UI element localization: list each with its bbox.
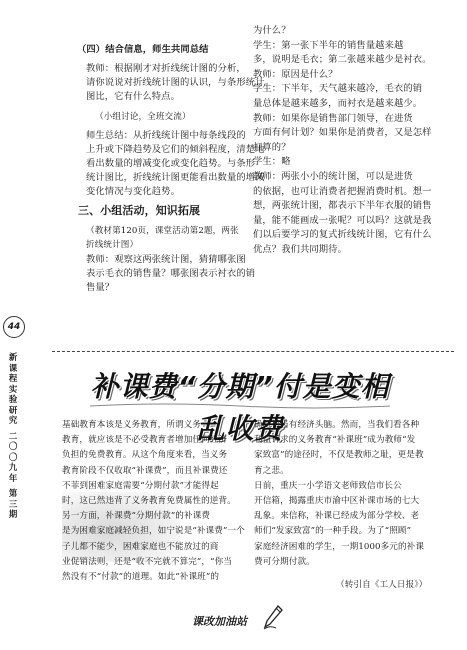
text-line: 师们“发家致富”的一种手段。为了“照顾” — [254, 526, 412, 537]
text-line: 是为困难家庭减轻负担，如宁说是“补课费”一个 — [62, 526, 245, 537]
text-line: 子儿都不能少，困难家庭也不能放过的商 — [62, 541, 219, 552]
right-column-dialogue — [253, 24, 432, 258]
paragraph-teacher-guess — [86, 253, 255, 295]
text-line: 确是相当有经济头脑。然而，当我们看各种 — [254, 420, 420, 430]
journal-info — [6, 352, 20, 520]
text-line: 教育阶段不仅收取“补课费”，而且补课费还 — [62, 465, 228, 476]
text-line: 表示毛衣的销售量？哪张图表示衬衣的销 — [86, 268, 256, 279]
text-line: 统计图比，折线统计图更能看出数量的增减 — [86, 172, 265, 183]
text-line: 打算的？ — [253, 141, 291, 153]
text-line: 教师：原因是什么？ — [253, 68, 338, 80]
page-number: 44 — [3, 316, 25, 338]
text-line: 乱象。来信称，补课已经成为部分学校、老 — [254, 511, 420, 522]
text-line: 基础教育本该是义务教育，所谓义务 — [62, 420, 202, 430]
sidebar — [0, 0, 30, 650]
text-line: 另一方面，补课费“分期付款”的补课费 — [62, 511, 211, 522]
paragraph-summary — [86, 129, 265, 199]
text-line: 学生：第一张下半年的销售量越来越 — [253, 39, 404, 51]
text-line: 售量？ — [86, 282, 115, 293]
text-line: 家庭经济困难的学生，一期1000多元的补课 — [254, 541, 425, 552]
section-heading-group-activity: 三、小组活动，知识拓展 — [78, 204, 201, 217]
text-line: 看出数量的增减变化或变化趋势。与条形 — [86, 158, 256, 169]
text-line: 师生总结：从折线统计图中每条线段的 — [86, 130, 246, 141]
divider-line — [52, 351, 454, 352]
journal-name: 新课程实验研究 — [8, 352, 18, 425]
section-heading-summary: （四）结合信息，师生共同总结 — [77, 44, 209, 55]
text-line: 不菲到困难家庭需要“分期付款”才能得起 — [62, 480, 219, 491]
text-line: 多，说明是毛衣；第二张越来越少是衬衣。 — [253, 54, 432, 66]
title-underline-decoration — [90, 402, 390, 410]
text-line: 变化情况与变化趋势。 — [86, 186, 180, 197]
footer-logo: 课改加油站 — [192, 615, 247, 628]
article-source: （转引自《工人日报》） — [336, 580, 428, 590]
text-line: 上升或下降趋势及它们的倾斜程度，清楚地 — [86, 144, 265, 155]
text-line: 学生：下半年，天气越来越冷，毛衣的销 — [253, 83, 423, 95]
text-line: 育之悲。 — [254, 465, 289, 476]
text-line: 方面有何计划？如果你是消费者，又是怎样 — [253, 127, 432, 139]
text-line: 教育，就应该是不必受教育者增加任何经济 — [62, 435, 228, 446]
text-line: 然没有不“付款”的道理。如此“补课班”的 — [62, 572, 220, 583]
paragraph-textbook-reference — [86, 224, 239, 252]
journal-year: 二〇〇九年 — [8, 430, 18, 483]
text-line: 教师：观察这两张统计图，猜猜哪张图 — [86, 254, 246, 265]
journal-issue: 第三期 — [8, 488, 18, 519]
text-line: 想，两张统计图，都表示下半年衣服的销售 — [253, 200, 432, 212]
paragraph-group-discussion: （小组讨论，全班交流） — [95, 112, 191, 122]
text-line: 的依据，也可让消费者把握消费时机。想一 — [253, 185, 432, 197]
text-line: 时，这已然违背了义务教育免费属性的逆背。 — [62, 496, 236, 507]
text-line: 优点？我们共同期待。 — [253, 243, 347, 255]
text-line: 量，能不能画成一张呢？可以吗？这就是我 — [253, 214, 432, 226]
text-line: 量总体是越来越多，而衬衣是越来越少。 — [253, 97, 423, 109]
text-line: 费可分期付款。 — [254, 556, 315, 567]
pen-icon — [262, 604, 284, 630]
text-line: 教师：两张小小的统计图，可以是进货 — [253, 170, 413, 182]
text-line: 图比，它有什么特点。 — [86, 91, 180, 102]
text-line: 教师：根据刚才对折线统计图的分析， — [86, 63, 246, 74]
text-line: 业促销法则，还是“收不完就不算完”，“你当 — [62, 556, 232, 567]
text-line: 日前，重庆一小学语文老师致信市长公 — [254, 480, 402, 491]
paragraph-teacher-question — [86, 62, 265, 104]
text-line: 教师：如果你是销售部门领导，在进货 — [253, 112, 413, 124]
text-line: 负担的免费教育。从这个角度来看，当义务 — [62, 450, 228, 461]
text-line: 学生：略 — [253, 156, 291, 168]
article-title: 补课费“分期”付是变相乱收费 — [90, 370, 390, 445]
text-line: （教材第120页，课堂活动第2题，两张 — [86, 226, 239, 236]
text-line: 请你说说对折线统计图的认识，与条形统计 — [86, 77, 265, 88]
article-left-column — [62, 418, 245, 585]
text-line: 们以后要学习的复式折线统计图，它有什么 — [253, 229, 432, 241]
text-line: 家致富”的途径时，不仅是教师之耻，更是教 — [254, 450, 424, 461]
text-line: 开信箱，揭露重庆市渝中区补课市场的七大 — [254, 496, 420, 507]
text-line: 利益诉求的义务教育“补课班”成为教师“发 — [254, 435, 416, 446]
article-right-column — [254, 418, 424, 570]
text-line: 为什么？ — [253, 25, 291, 36]
text-line: 折线统计图） — [86, 240, 139, 250]
